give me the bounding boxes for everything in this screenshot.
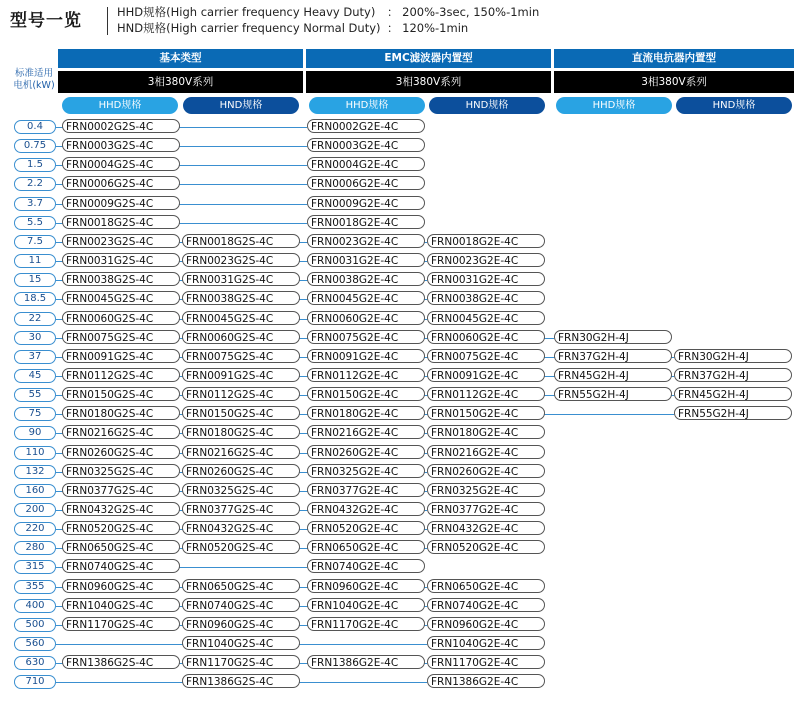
- model-cell: FRN0038G2S-4C: [182, 291, 300, 305]
- group-header-emc: EMC滤波器内置型: [306, 49, 551, 68]
- model-cell: FRN0960G2S-4C: [62, 579, 180, 593]
- table-row: [0, 423, 800, 442]
- model-cell: FRN0520G2S-4C: [182, 540, 300, 554]
- model-cell: FRN0004G2S-4C: [62, 157, 180, 171]
- model-cell: FRN0075G2E-4C: [307, 330, 425, 344]
- model-cell: FRN0325G2E-4C: [427, 483, 545, 497]
- model-cell: FRN0023G2S-4C: [182, 253, 300, 267]
- model-cell: FRN0432G2S-4C: [62, 502, 180, 516]
- model-cell: FRN0075G2E-4C: [427, 349, 545, 363]
- spec-pill-basic-hnd: HND规格: [183, 97, 299, 114]
- model-cell: FRN0150G2E-4C: [307, 387, 425, 401]
- table-row: [0, 557, 800, 576]
- kw-value: 75: [14, 407, 56, 421]
- model-cell: FRN37G2H-4J: [554, 349, 672, 363]
- kw-value: 90: [14, 426, 56, 440]
- model-cell: FRN0377G2S-4C: [62, 483, 180, 497]
- model-cell: FRN0112G2E-4C: [307, 368, 425, 382]
- model-cell: FRN0180G2S-4C: [62, 406, 180, 420]
- model-cell: FRN0031G2E-4C: [307, 253, 425, 267]
- model-cell: FRN0740G2S-4C: [62, 559, 180, 573]
- model-cell: FRN0650G2E-4C: [427, 579, 545, 593]
- spec-label-hhd: HHD规格(High carrier frequency Heavy Duty): [117, 5, 376, 19]
- model-cell: FRN0045G2S-4C: [62, 291, 180, 305]
- model-cell: FRN0960G2S-4C: [182, 617, 300, 631]
- model-cell: FRN0650G2E-4C: [307, 540, 425, 554]
- table-row: [0, 366, 800, 385]
- model-cell: FRN0004G2E-4C: [307, 157, 425, 171]
- model-cell: FRN0038G2E-4C: [427, 291, 545, 305]
- model-cell: FRN0091G2E-4C: [427, 368, 545, 382]
- model-cell: FRN0432G2S-4C: [182, 521, 300, 535]
- table-row: [0, 519, 800, 538]
- kw-value: 200: [14, 503, 56, 517]
- model-cell: FRN0216G2S-4C: [182, 445, 300, 459]
- model-cell: FRN1040G2S-4C: [182, 636, 300, 650]
- model-cell: FRN0216G2S-4C: [62, 425, 180, 439]
- spec-label-hnd: HND规格(High carrier frequency Normal Duty): [117, 21, 381, 35]
- model-cell: FRN0009G2S-4C: [62, 196, 180, 210]
- title-divider: [107, 7, 108, 35]
- model-cell: FRN0150G2E-4C: [427, 406, 545, 420]
- kw-value: 30: [14, 331, 56, 345]
- model-cell: FRN0180G2E-4C: [427, 425, 545, 439]
- kw-value: 500: [14, 618, 56, 632]
- kw-value: 5.5: [14, 216, 56, 230]
- kw-value: 280: [14, 541, 56, 555]
- spec-pill-emc-hnd: HND规格: [429, 97, 545, 114]
- model-cell: FRN1170G2S-4C: [62, 617, 180, 631]
- kw-value: 160: [14, 484, 56, 498]
- spec-pill-emc-hhd: HHD规格: [309, 97, 425, 114]
- model-cell: FRN0150G2S-4C: [182, 406, 300, 420]
- model-cell: FRN0960G2E-4C: [427, 617, 545, 631]
- table-row: [0, 500, 800, 519]
- model-cell: FRN0650G2S-4C: [182, 579, 300, 593]
- model-cell: FRN0325G2E-4C: [307, 464, 425, 478]
- model-cell: FRN0018G2S-4C: [182, 234, 300, 248]
- table-row: [0, 634, 800, 653]
- model-cell: FRN0091G2S-4C: [62, 349, 180, 363]
- kw-value: 560: [14, 637, 56, 651]
- model-cell: FRN0960G2E-4C: [307, 579, 425, 593]
- model-cell: FRN0216G2E-4C: [307, 425, 425, 439]
- model-cell: FRN0432G2E-4C: [307, 502, 425, 516]
- kw-value: 630: [14, 656, 56, 670]
- model-cell: FRN1386G2E-4C: [307, 655, 425, 669]
- kw-value: 0.75: [14, 139, 56, 153]
- model-cell: FRN0377G2S-4C: [182, 502, 300, 516]
- model-cell: FRN30G2H-4J: [554, 330, 672, 344]
- group-header-dcr: 直流电抗器内置型: [554, 49, 794, 68]
- model-cell: FRN0150G2S-4C: [62, 387, 180, 401]
- model-cell: FRN0740G2S-4C: [182, 598, 300, 612]
- model-cell: FRN1386G2S-4C: [62, 655, 180, 669]
- model-cell: FRN1170G2S-4C: [182, 655, 300, 669]
- spec-line-hnd: [117, 20, 468, 36]
- model-cell: FRN0075G2S-4C: [62, 330, 180, 344]
- model-cell: FRN0650G2S-4C: [62, 540, 180, 554]
- kw-value: 220: [14, 522, 56, 536]
- model-cell: FRN0377G2E-4C: [427, 502, 545, 516]
- kw-value: 110: [14, 446, 56, 460]
- spec-line-hhd: [117, 4, 539, 20]
- model-cell: FRN0377G2E-4C: [307, 483, 425, 497]
- model-cell: FRN0740G2E-4C: [307, 559, 425, 573]
- kw-value: 45: [14, 369, 56, 383]
- model-cell: FRN1170G2E-4C: [427, 655, 545, 669]
- model-cell: FRN1170G2E-4C: [307, 617, 425, 631]
- kw-value: 0.4: [14, 120, 56, 134]
- kw-value: 3.7: [14, 197, 56, 211]
- table-row: [0, 270, 800, 289]
- kw-value: 7.5: [14, 235, 56, 249]
- model-cell: FRN0002G2E-4C: [307, 119, 425, 133]
- table-row: [0, 232, 800, 251]
- table-row: [0, 136, 800, 155]
- kw-value: 2.2: [14, 177, 56, 191]
- spec-value-hnd: ： 120%-1min: [387, 21, 469, 35]
- model-cell: FRN30G2H-4J: [674, 349, 792, 363]
- series-header-basic: 3相380V系列: [58, 71, 303, 93]
- model-cell: FRN0260G2E-4C: [307, 445, 425, 459]
- model-cell: FRN0060G2S-4C: [62, 311, 180, 325]
- model-cell: FRN1386G2S-4C: [182, 674, 300, 688]
- spec-value-hhd: ： 200%-3sec, 150%-1min: [387, 5, 540, 19]
- table-row: [0, 347, 800, 366]
- table-row: [0, 251, 800, 270]
- model-cell: FRN0045G2E-4C: [307, 291, 425, 305]
- table-row: [0, 443, 800, 462]
- model-cell: FRN0112G2S-4C: [182, 387, 300, 401]
- table-row: [0, 615, 800, 634]
- spec-pill-basic-hhd: HHD规格: [62, 97, 178, 114]
- kw-value: 15: [14, 273, 56, 287]
- table-row: [0, 385, 800, 404]
- model-cell: FRN0009G2E-4C: [307, 196, 425, 210]
- model-cell: FRN0740G2E-4C: [427, 598, 545, 612]
- series-header-emc: 3相380V系列: [306, 71, 551, 93]
- kw-value: 132: [14, 465, 56, 479]
- table-row: [0, 174, 800, 193]
- model-cell: FRN0018G2E-4C: [307, 215, 425, 229]
- model-cell: FRN1040G2S-4C: [62, 598, 180, 612]
- model-cell: FRN0075G2S-4C: [182, 349, 300, 363]
- kw-value: 315: [14, 560, 56, 574]
- table-row: [0, 194, 800, 213]
- motor-kw-label: 标准适用电机(kW): [13, 68, 55, 91]
- table-row: [0, 309, 800, 328]
- table-row: [0, 155, 800, 174]
- model-cell: FRN55G2H-4J: [554, 387, 672, 401]
- model-cell: FRN0031G2S-4C: [62, 253, 180, 267]
- table-row: [0, 117, 800, 136]
- model-cell: FRN0325G2S-4C: [62, 464, 180, 478]
- model-cell: FRN0112G2S-4C: [62, 368, 180, 382]
- model-cell: FRN0180G2E-4C: [307, 406, 425, 420]
- table-row: [0, 289, 800, 308]
- kw-value: 55: [14, 388, 56, 402]
- table-row: [0, 328, 800, 347]
- model-cell: FRN0038G2S-4C: [62, 272, 180, 286]
- model-cell: FRN0091G2E-4C: [307, 349, 425, 363]
- kw-value: 1.5: [14, 158, 56, 172]
- model-cell: FRN0018G2S-4C: [62, 215, 180, 229]
- table-row: [0, 577, 800, 596]
- model-cell: FRN0060G2E-4C: [427, 330, 545, 344]
- model-cell: FRN0031G2E-4C: [427, 272, 545, 286]
- model-cell: FRN0003G2S-4C: [62, 138, 180, 152]
- model-cell: FRN0038G2E-4C: [307, 272, 425, 286]
- series-header-dcr: 3相380V系列: [554, 71, 794, 93]
- model-cell: FRN0023G2E-4C: [427, 253, 545, 267]
- model-cell: FRN0006G2S-4C: [62, 176, 180, 190]
- model-cell: FRN0520G2S-4C: [62, 521, 180, 535]
- table-row: [0, 538, 800, 557]
- kw-value: 355: [14, 580, 56, 594]
- model-cell: FRN0045G2E-4C: [427, 311, 545, 325]
- table-row: [0, 404, 800, 423]
- model-cell: FRN0180G2S-4C: [182, 425, 300, 439]
- model-cell: FRN0060G2E-4C: [307, 311, 425, 325]
- spec-pill-dcr-hnd: HND规格: [676, 97, 792, 114]
- kw-value: 11: [14, 254, 56, 268]
- model-cell: FRN0002G2S-4C: [62, 119, 180, 133]
- page-title: 型号一览: [10, 11, 82, 31]
- kw-value: 710: [14, 675, 56, 689]
- model-cell: FRN0091G2S-4C: [182, 368, 300, 382]
- model-cell: FRN0060G2S-4C: [182, 330, 300, 344]
- table-row: [0, 213, 800, 232]
- model-cell: FRN1040G2E-4C: [427, 636, 545, 650]
- model-cell: FRN0520G2E-4C: [427, 540, 545, 554]
- table-row: [0, 481, 800, 500]
- model-cell: FRN0031G2S-4C: [182, 272, 300, 286]
- model-cell: FRN0112G2E-4C: [427, 387, 545, 401]
- table-row: [0, 653, 800, 672]
- table-row: [0, 672, 800, 691]
- model-cell: FRN1040G2E-4C: [307, 598, 425, 612]
- model-cell: FRN55G2H-4J: [674, 406, 792, 420]
- kw-value: 18.5: [14, 292, 56, 306]
- model-cell: FRN0260G2E-4C: [427, 464, 545, 478]
- model-cell: FRN0520G2E-4C: [307, 521, 425, 535]
- model-cell: FRN45G2H-4J: [674, 387, 792, 401]
- model-cell: FRN0003G2E-4C: [307, 138, 425, 152]
- table-row: [0, 596, 800, 615]
- model-cell: FRN0045G2S-4C: [182, 311, 300, 325]
- model-cell: FRN0006G2E-4C: [307, 176, 425, 190]
- kw-value: 400: [14, 599, 56, 613]
- model-cell: FRN0260G2S-4C: [62, 445, 180, 459]
- model-cell: FRN37G2H-4J: [674, 368, 792, 382]
- model-cell: FRN0018G2E-4C: [427, 234, 545, 248]
- model-cell: FRN1386G2E-4C: [427, 674, 545, 688]
- table-row: [0, 462, 800, 481]
- model-cell: FRN45G2H-4J: [554, 368, 672, 382]
- model-cell: FRN0260G2S-4C: [182, 464, 300, 478]
- model-cell: FRN0023G2S-4C: [62, 234, 180, 248]
- spec-pill-dcr-hhd: HHD规格: [556, 97, 672, 114]
- model-cell: FRN0432G2E-4C: [427, 521, 545, 535]
- model-cell: FRN0023G2E-4C: [307, 234, 425, 248]
- model-cell: FRN0325G2S-4C: [182, 483, 300, 497]
- kw-value: 37: [14, 350, 56, 364]
- model-cell: FRN0216G2E-4C: [427, 445, 545, 459]
- kw-value: 22: [14, 312, 56, 326]
- group-header-basic: 基本类型: [58, 49, 303, 68]
